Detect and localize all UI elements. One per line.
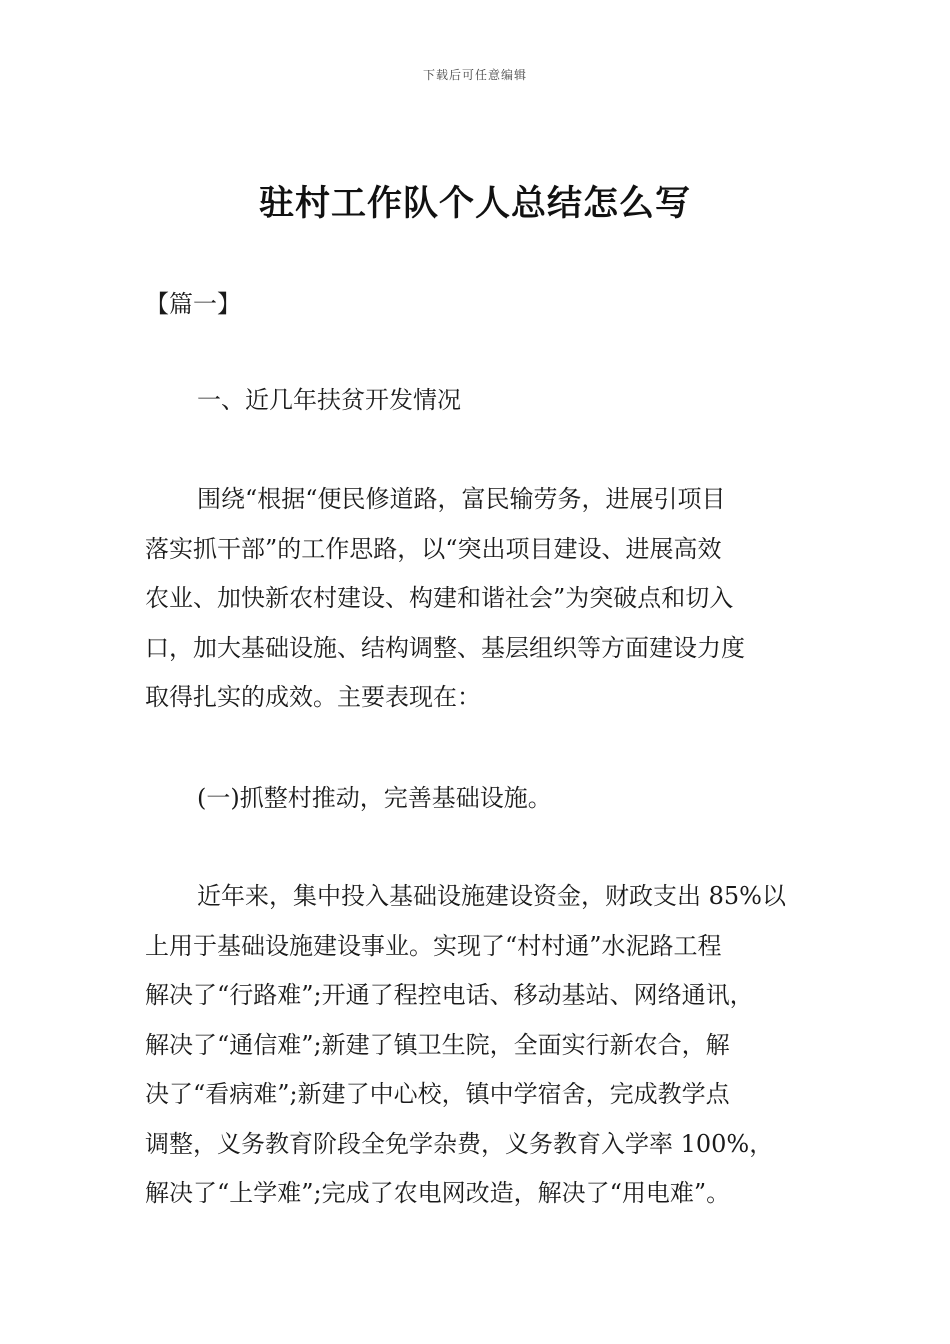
heading-text: 一、近几年扶贫开发情况 <box>197 386 461 414</box>
subheading-text: (一)抓整村推动，完善基础设施。 <box>197 784 552 812</box>
paragraph-line: 解决了“行路难”;开通了程控电话、移动基站、网络通讯， <box>145 981 754 1009</box>
paragraph-line: 解决了“上学难”;完成了农电网改造，解决了“用电难”。 <box>145 1179 731 1207</box>
paragraph-line: 解决了“通信难”;新建了镇卫生院，全面实行新农合，解 <box>145 1030 730 1059</box>
paragraph-1 <box>145 475 825 723</box>
paragraph-2 <box>145 872 825 1219</box>
section-heading <box>145 376 825 426</box>
paragraph-line: 农业、加快新农村建设、构建和谐社会”为突破点和切入 <box>145 584 734 612</box>
paragraph-line: 近年来，集中投入基础设施建设资金，财政支出 85%以 <box>197 882 786 910</box>
paragraph-line: 口，加大基础设施、结构调整、基层组织等方面建设力度 <box>145 633 745 662</box>
section-label: 【篇一】 <box>145 290 241 318</box>
paragraph-line: 决了“看病难”;新建了中心校，镇中学宿舍，完成教学点 <box>145 1080 730 1108</box>
paragraph-line: 上用于基础设施建设事业。实现了“村村通”水泥路工程 <box>145 931 722 960</box>
paragraph-line: 围绕“根据“便民修道路，富民输劳务，进展引项目 <box>197 485 726 513</box>
subsection-heading <box>145 774 825 824</box>
document-title: 驻村工作队个人总结怎么写 <box>258 184 691 224</box>
paragraph-line: 调整，义务教育阶段全免学杂费，义务教育入学率 100%， <box>145 1129 774 1158</box>
header-note: 下载后可任意编辑 <box>422 68 527 82</box>
paragraph-line: 落实抓干部”的工作思路，以“突出项目建设、进展高效 <box>145 534 722 563</box>
paragraph-line: 取得扎实的成效。主要表现在： <box>145 683 481 711</box>
